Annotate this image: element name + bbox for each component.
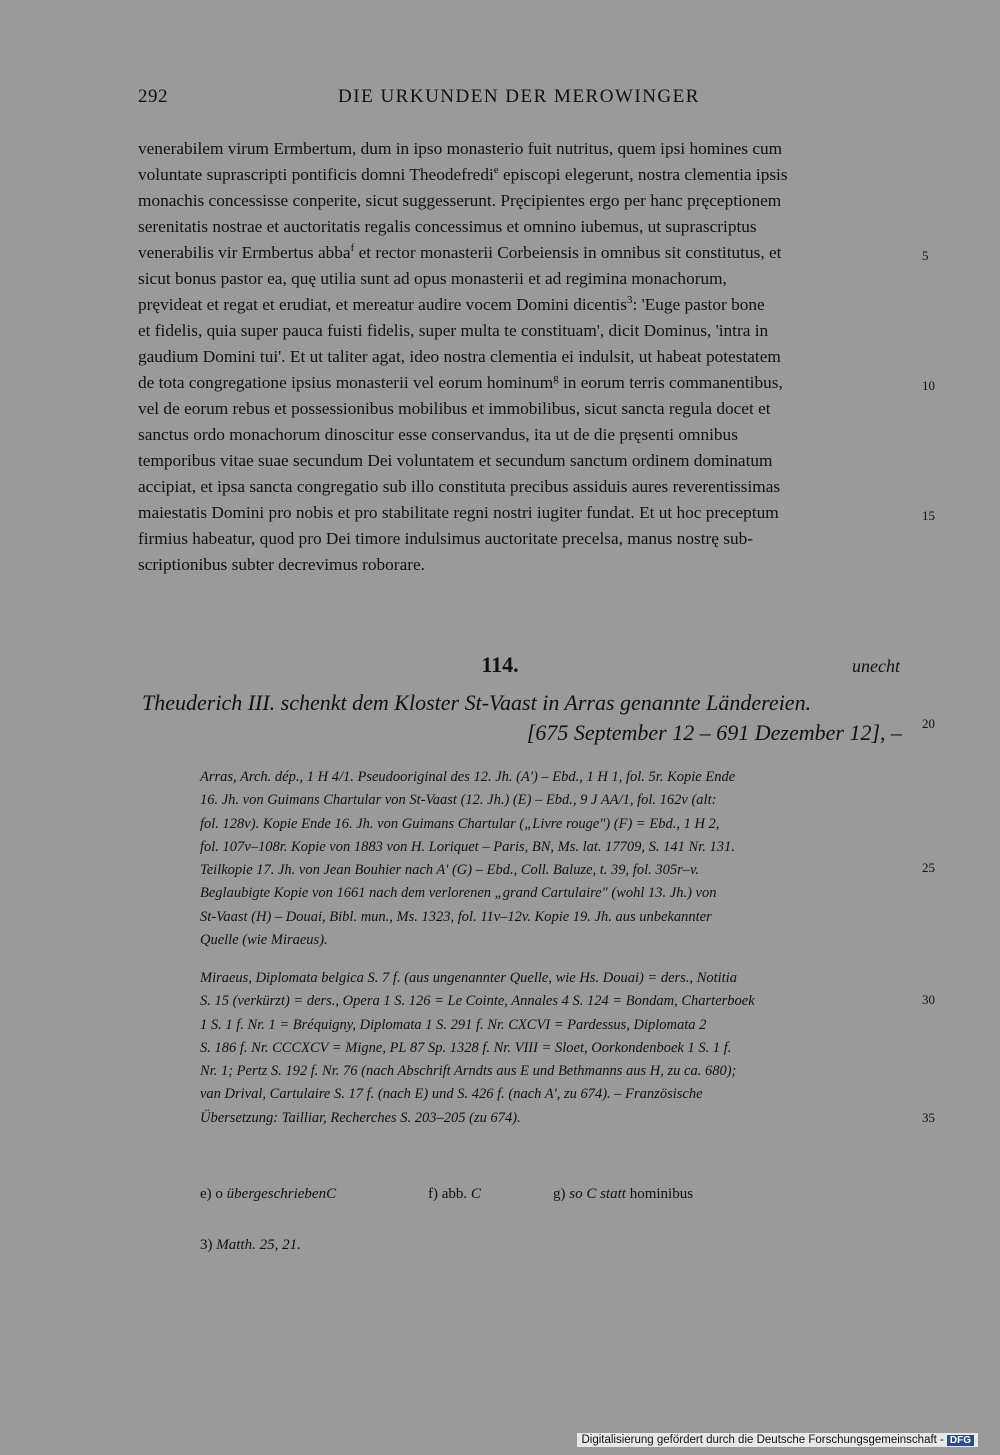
footnote-e: e) o übergeschriebenC <box>200 1186 337 1202</box>
text-line: de tota congregatione ipsius monasterii vel eorum hominum$^g$ in eorum terris commanentibus, <box>138 372 783 392</box>
text-line: venerabilem virum Ermbertum, dum in ipso monasterio fuit nutritus, quem ipsi homines cum <box>138 139 783 158</box>
text-line: venerabilis vir Ermbertus abba$^f$ et rector monasterii Corbeiensis in omnibus sit constitutus, et <box>138 242 782 262</box>
line-number: 5 <box>922 248 929 263</box>
text-line: serenitatis nostrae et auctoritatis regalis concessimus et omnino iubemus, ut suprascriptus <box>138 217 757 236</box>
apparatus-line: 16. Jh. von Guimans Chartular von St-Vaast (12. Jh.) (E) – Ebd., 9 J AA/1, fol. 162v (alt: <box>200 792 717 809</box>
text-line: sanctus ordo monachorum dinoscitur esse conservandus, ita ut de die pręsenti omnibus <box>138 425 738 444</box>
apparatus-line: S. 186 f. Nr. CCCXCV = Migne, PL 87 Sp. 1328 f. Nr. VIII = Sloet, Oorkondenboek 1 S. 1 f. <box>200 1039 732 1056</box>
text-line: voluntate suprascripti pontificis domni Theodefredi$^e$ episcopi elegerunt, nostra clementia ipsis <box>138 164 788 184</box>
apparatus-line: Teilkopie 17. Jh. von Jean Bouhier nach A' (G) – Ebd., Coll. Baluze, t. 39, fol. 305r–v. <box>200 862 699 879</box>
regest <box>142 688 902 748</box>
apparatus-line: Übersetzung: Tailliar, Recherches S. 203–205 (zu 674). <box>200 1109 521 1126</box>
apparatus-line: fol. 128v). Kopie Ende 16. Jh. von Guimans Chartular („Livre rouge") (F) = Ebd., 1 H 2, <box>200 815 720 832</box>
footnote-ref: e <box>493 164 499 177</box>
authenticity-note: unecht <box>852 656 900 676</box>
text-line: pręvideat et regat et erudiat, et mereatur audire vocem Domini dicentis$^3$: 'Euge pastor bone <box>138 294 765 314</box>
line-number: 30 <box>922 992 935 1007</box>
footnote-g: g) so C statt hominibus <box>553 1186 694 1202</box>
apparatus-line: St-Vaast (H) – Douai, Bibl. mun., Ms. 1323, fol. 11v–12v. Kopie 19. Jh. aus unbekannter <box>200 908 712 925</box>
apparatus-line: Beglaubigte Kopie von 1661 nach dem verlorenen „grand Cartulaire" (wohl 13. Jh.) von <box>200 885 717 902</box>
footnote-3: 3) Matth. 25, 21. <box>200 1237 301 1253</box>
line-number: 20 <box>922 716 935 731</box>
text-line: firmius habeatur, quod pro Dei timore indulsimus auctoritate precelsa, manus nostrę sub- <box>138 529 754 548</box>
regest-line: Theuderich III. schenkt dem Kloster St-Vaast in Arras genannte Ländereien. <box>142 690 812 715</box>
text-line: maiestatis Domini pro nobis et pro stabilitate regni nostri iugiter fundat. Et ut hoc preceptum <box>138 503 779 522</box>
text-line: vel de eorum rebus et possessionibus mobilibus et immobilibus, sicut sancta regula docet et <box>138 399 771 418</box>
apparatus-line: Miraeus, Diplomata belgica S. 7 f. (aus ungenannter Quelle, wie Hs. Douai) = ders., Notitia <box>200 970 737 986</box>
regest-date: [675 September 12 – 691 Dezember 12], – <box>526 720 902 745</box>
line-number: 25 <box>922 860 935 875</box>
footnote-ref: g <box>553 372 559 385</box>
text-line: gaudium Domini tui'. Et ut taliter agat, ideo nostra clementia ei indulsit, ut habeat potestatem <box>138 347 781 366</box>
apparatus-line: fol. 107v–108r. Kopie von 1883 von H. Loriquet – Paris, BN, Ms. lat. 17709, S. 141 Nr. 131. <box>200 838 735 855</box>
text-line: monachis concessisse conperite, sicut suggesserunt. Pręcipientes ergo per hanc pręceptionem <box>138 191 782 210</box>
apparatus-line: Quelle (wie Miraeus). <box>200 932 328 949</box>
document-number: 114. <box>481 652 519 677</box>
running-title: DIE URKUNDEN DER MEROWINGER <box>338 86 700 107</box>
apparatus-line: Nr. 1; Pertz S. 192 f. Nr. 76 (nach Abschrift Arndts aus E und Bethmanns aus H, zu ca. 680); <box>200 1063 737 1080</box>
apparatus-line: van Drival, Cartulaire S. 17 f. (nach E) und S. 426 f. (nach A', zu 674). – Französische <box>200 1086 703 1103</box>
line-number: 35 <box>922 1110 935 1125</box>
text-line: sicut bonus pastor ea, quę utilia sunt ad opus monasterii et ad regimina monachorum, <box>138 269 727 288</box>
text-line: temporibus vitae suae secundum Dei voluntatem et secundum sanctum ordinem dominatum <box>138 451 773 470</box>
apparatus-line: Arras, Arch. dép., 1 H 4/1. Pseudooriginal des 12. Jh. (A') – Ebd., 1 H 1, fol. 5r. Kopie Ende <box>200 769 736 785</box>
footnote-ref: f <box>350 242 355 255</box>
funding-credit: Digitalisierung gefördert durch die Deutsche Forschungsgemeinschaft - DFG <box>577 1433 978 1447</box>
tradition-apparatus <box>200 766 902 952</box>
apparatus-line: S. 15 (verkürzt) = ders., Opera 1 S. 126 = Le Cointe, Annales 4 S. 124 = Bondam, Charterboek <box>200 993 755 1010</box>
dfg-logo: DFG <box>947 1435 974 1446</box>
page-number: 292 <box>138 86 168 107</box>
page-header <box>138 86 900 112</box>
footnote-f: f) abb. C <box>428 1186 481 1202</box>
line-number: 10 <box>922 378 935 393</box>
text-line: accipiat, et ipsa sancta congregatio sub illo constituta precibus assiduis aures reverentissimas <box>138 477 781 496</box>
footnote-ref: 3 <box>626 294 633 307</box>
apparatus-line: 1 S. 1 f. Nr. 1 = Bréquigny, Diplomata 1 S. 291 f. Nr. CXCVI = Pardessus, Diplomata 2 <box>200 1016 707 1033</box>
line-number: 15 <box>922 508 935 523</box>
text-line: et fidelis, quia super pauca fuisti fidelis, super multa te constituam', dicit Dominus, 'intra in <box>138 321 769 340</box>
editions-apparatus <box>200 967 902 1130</box>
charter-text <box>138 136 900 578</box>
text-line: scriptionibus subter decrevimus roborare. <box>138 555 425 574</box>
